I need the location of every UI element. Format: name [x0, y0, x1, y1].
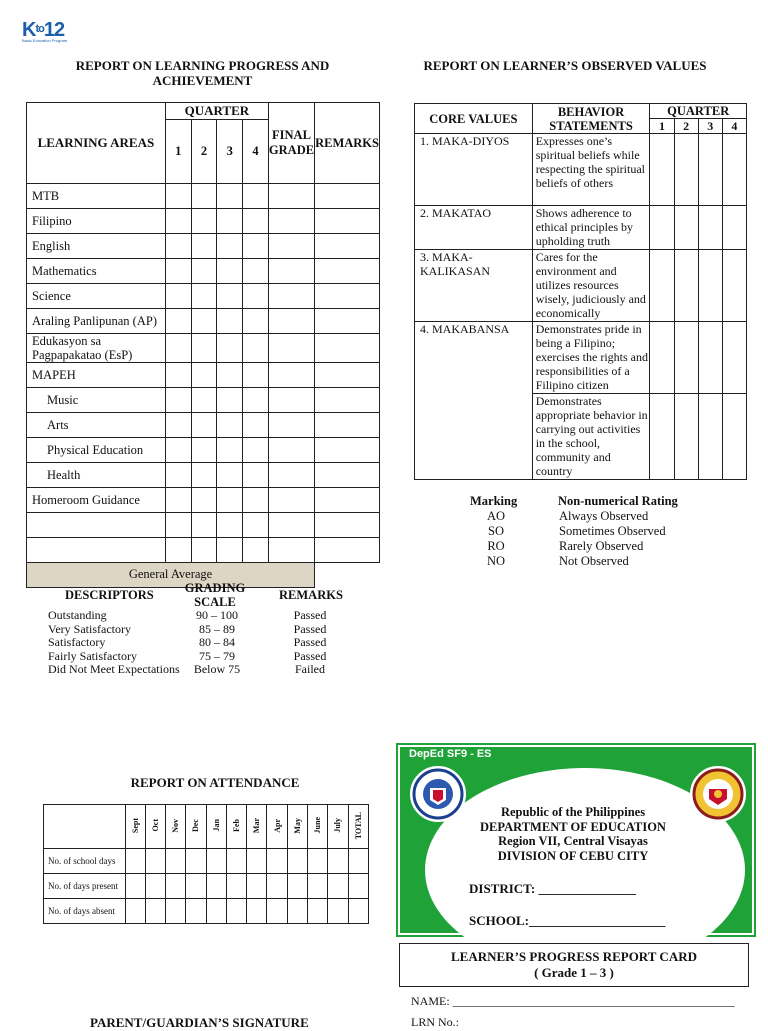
table-row	[27, 363, 380, 388]
desc-satisfactory: Satisfactory	[48, 635, 106, 649]
division-seal-icon	[690, 766, 746, 822]
month-mar: Mar	[252, 817, 262, 834]
area-mathematics: Mathematics	[27, 259, 166, 284]
month-june: June	[313, 817, 323, 834]
table-row	[27, 209, 380, 234]
mark-ro: RO	[487, 539, 505, 553]
table-row	[27, 488, 380, 513]
table-row	[44, 874, 369, 899]
remark-value: Passed	[293, 608, 327, 622]
rating-not: Not Observed	[559, 554, 629, 568]
scale-list	[186, 609, 248, 677]
col-behavior: BEHAVIOR STATEMENTS	[532, 104, 650, 134]
rating-header: Non-numerical Rating	[558, 494, 678, 508]
desc-outstanding: Outstanding	[48, 608, 107, 622]
remark-value: Passed	[293, 621, 327, 636]
core-maka-kalikasan: 3. MAKA-KALIKASAN	[415, 250, 533, 322]
values-quarter-2: 2	[674, 119, 698, 134]
values-quarter-4: 4	[722, 119, 746, 134]
mark-so: SO	[488, 524, 504, 538]
behavior-statement: Cares for the environment and utilizes resources wisely, judiciously and economically	[532, 250, 650, 322]
attendance-table	[43, 804, 369, 924]
core-maka-diyos: 1. MAKA-DIYOS	[415, 134, 533, 206]
area-music: Music	[27, 388, 166, 413]
table-row	[44, 899, 369, 924]
month-total: TOTAL	[353, 811, 363, 840]
name-field[interactable]: NAME: _______________________________________________	[411, 994, 735, 1008]
grade-range: ( Grade 1 – 3 )	[534, 965, 614, 980]
rating-rarely: Rarely Observed	[559, 539, 644, 553]
general-average: General Average	[27, 563, 315, 588]
row-days-absent: No. of days absent	[44, 899, 126, 924]
col-core-values: CORE VALUES	[415, 104, 533, 134]
table-row	[415, 134, 747, 206]
area-mapeh: MAPEH	[27, 363, 166, 388]
scale-value: 75 – 79	[199, 648, 235, 663]
row-days-present: No. of days present	[44, 874, 126, 899]
month-apr: Apr	[272, 818, 282, 833]
core-makabansa: 4. MAKABANSA	[415, 322, 533, 480]
table-row	[27, 234, 380, 259]
col-final-grade: FINAL GRADE	[268, 103, 314, 184]
col-learning-areas: LEARNING AREAS	[27, 103, 166, 184]
quarter-4: 4	[243, 120, 269, 184]
descriptors-remarks-header: REMARKS	[279, 588, 343, 602]
values-table	[414, 103, 747, 480]
behavior-statement: Expresses one’s spiritual beliefs while respecting the spiritual beliefs of others	[532, 134, 650, 206]
col-remarks: REMARKS	[315, 103, 380, 184]
area-arts: Arts	[27, 413, 166, 438]
row-school-days: No. of school days	[44, 849, 126, 874]
marking-ratings	[559, 509, 666, 569]
learning-table	[26, 102, 380, 588]
desc-fairly-satisfactory: Fairly Satisfactory	[48, 648, 137, 663]
behavior-statement: Demonstrates pride in being a Filipino; exercises the rights and responsibilities of a Filipino citizen	[532, 322, 650, 394]
parent-signature-label: PARENT/GUARDIAN’S SIGNATURE	[90, 1015, 309, 1030]
remark-value: Passed	[293, 648, 327, 663]
descriptors-header: DESCRIPTORS	[65, 588, 154, 602]
table-row	[27, 309, 380, 334]
col-values-quarter: QUARTER	[650, 104, 747, 119]
table-row	[27, 413, 380, 438]
table-row	[27, 259, 380, 284]
col-quarter: QUARTER	[165, 103, 268, 120]
scale-value: 80 – 84	[199, 635, 235, 649]
k12-logo: $K^{to}12$	[22, 19, 65, 41]
attendance-heading: REPORT ON ATTENDANCE	[130, 775, 300, 790]
report-card-title: LEARNER’S PROGRESS REPORT CARD	[451, 949, 697, 964]
lrn-field[interactable]: LRN No.:	[411, 1015, 459, 1029]
mark-ao: AO	[486, 509, 506, 523]
table-row	[27, 463, 380, 488]
table-row	[415, 206, 747, 250]
rating-sometimes: Sometimes Observed	[559, 524, 666, 538]
k12-logo-subtitle: Basic Education Program	[22, 38, 68, 43]
descriptor-list	[48, 609, 180, 677]
department-line: DEPARTMENT OF EDUCATION	[480, 819, 666, 834]
remarks-list	[282, 609, 338, 677]
area-homeroom: Homeroom Guidance	[27, 488, 166, 513]
month-feb: Feb	[232, 819, 242, 832]
area-pe: Physical Education	[27, 438, 166, 463]
quarter-2: 2	[191, 120, 217, 184]
card-header	[455, 805, 691, 863]
learning-heading: REPORT ON LEARNING PROGRESS AND ACHIEVEMENT	[75, 58, 330, 88]
desc-did-not-meet: Did Not Meet Expectations	[48, 662, 180, 676]
values-heading: REPORT ON LEARNER’S OBSERVED VALUES	[423, 58, 707, 73]
area-ap: Araling Panlipunan (AP)	[27, 309, 166, 334]
mark-no: NO	[486, 554, 506, 568]
table-row	[27, 388, 380, 413]
report-card-title-box	[399, 943, 749, 987]
marking-codes	[470, 509, 522, 569]
month-july: July	[333, 818, 343, 833]
area-science: Science	[27, 284, 166, 309]
grading-scale-header: GRADING SCALE	[184, 581, 246, 609]
table-row	[415, 322, 747, 394]
school-field[interactable]: SCHOOL:_____________________	[469, 913, 666, 928]
behavior-statement: Shows adherence to ethical principles by upholding truth	[532, 206, 650, 250]
region-line: Region VII, Central Visayas	[498, 834, 648, 848]
month-nov: Nov	[171, 818, 181, 833]
month-sept: Sept	[130, 817, 140, 834]
area-esp: Edukasyon sa Pagpapakatao (EsP)	[27, 334, 166, 363]
quarter-1: 1	[165, 120, 191, 184]
scale-value: 85 – 89	[199, 621, 235, 636]
month-may: May	[292, 817, 302, 834]
values-quarter-1: 1	[650, 119, 674, 134]
table-row	[27, 184, 380, 209]
scale-value: Below 75	[193, 662, 241, 676]
quarter-3: 3	[217, 120, 243, 184]
rating-always: Always Observed	[559, 509, 649, 523]
table-row	[27, 284, 380, 309]
behavior-statement: Demonstrates appropriate behavior in carrying out activities in the school, community and country	[532, 394, 650, 480]
district-field[interactable]: DISTRICT: _______________	[469, 881, 636, 896]
table-row	[27, 438, 380, 463]
desc-very-satisfactory: Very Satisfactory	[48, 621, 131, 636]
remark-value: Passed	[293, 635, 327, 649]
table-row	[44, 849, 369, 874]
table-row	[415, 250, 747, 322]
division-line: DIVISION OF CEBU CITY	[497, 848, 649, 863]
area-filipino: Filipino	[27, 209, 166, 234]
scale-value: 90 – 100	[196, 608, 238, 622]
area-health: Health	[27, 463, 166, 488]
month-jan: Jan	[211, 819, 221, 832]
marking-header: Marking	[470, 494, 518, 508]
month-oct: Oct	[150, 819, 160, 832]
area-mtb: MTB	[27, 184, 166, 209]
month-dec: Dec	[191, 819, 201, 832]
area-english: English	[27, 234, 166, 259]
core-makatao: 2. MAKATAO	[415, 206, 533, 250]
republic-line: Republic of the Philippines	[500, 805, 646, 819]
remark-value: Failed	[295, 662, 325, 676]
table-row	[27, 334, 380, 363]
deped-sf9-tag: DepEd SF9 - ES	[409, 748, 492, 760]
values-quarter-3: 3	[698, 119, 722, 134]
